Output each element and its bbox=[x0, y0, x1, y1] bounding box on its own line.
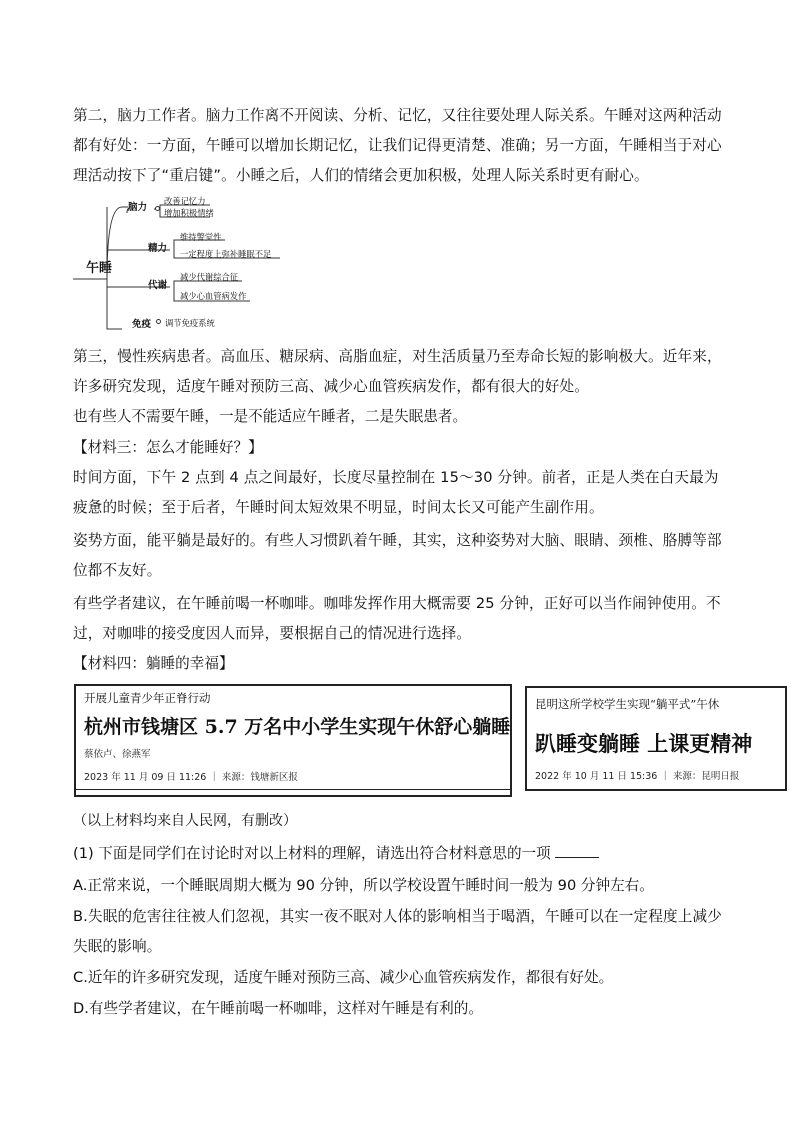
diagram-branch-metabolism: 代谢 bbox=[148, 280, 168, 291]
question-text: (1) 下面是同学们在讨论时对以上材料的理解，请选出符合材料意思的一项 bbox=[73, 845, 551, 862]
diagram-leaf: 减少心血管病发作 bbox=[180, 291, 247, 301]
material-three-heading: 【材料三：怎么才能睡好？】 bbox=[73, 439, 263, 456]
news-meta: 2023 年 11 月 09 日 11:26 ｜ 来源：钱塘新区报 bbox=[84, 772, 298, 783]
news-clipping-hangzhou bbox=[74, 684, 512, 797]
news-meta: 2022 年 10 月 11 日 15:36 ｜ 来源：昆明日报 bbox=[535, 771, 740, 782]
bullet-icon bbox=[156, 319, 161, 324]
news-kicker: 开展儿童青少年正脊行动 bbox=[84, 691, 211, 705]
news-headline: 杭州市钱塘区 5.7 万名中小学生实现午休舒心躺睡 bbox=[84, 716, 511, 738]
bullet-icon bbox=[155, 206, 160, 211]
option-c[interactable]: C.近年的许多研究发现，适度午睡对预防三高、减少心血管疾病发作，都很有好处。 bbox=[73, 969, 614, 986]
diagram-branch-immunity: 免疫 bbox=[132, 319, 152, 330]
news-clipping-kunming bbox=[525, 686, 787, 791]
paragraph-coffee: 有些学者建议，在午睡前喝一杯咖啡。咖啡发挥作用大概需要 25 分钟，正好可以当作闹钟使用。不过，对咖啡的接受度因人而异，要根据自己的情况进行选择。 bbox=[73, 595, 721, 642]
paragraph-chronic-patients: 第三，慢性疾病患者。高血压、糖尿病、高脂血症，对生活质量乃至寿命长短的影响极大。近年来，许多研究发现，适度午睡对预防三高、减少心血管疾病发作，都有很大的好处。 bbox=[73, 348, 722, 395]
diagram-leaf: 改善记忆力 bbox=[164, 196, 206, 206]
paragraph-not-needed: 也有些人不需要午睡，一是不能适应午睡者，二是失眠患者。 bbox=[73, 408, 468, 425]
nap-benefits-diagram bbox=[70, 195, 290, 335]
news-kicker: 昆明这所学校学生实现“躺平式”午休 bbox=[535, 697, 720, 711]
option-b[interactable]: B.失眠的危害往往被人们忽视，其实一夜不眠对人体的影响相当于喝酒，午睡可以在一定程度上减少失眠的影响。 bbox=[73, 908, 722, 955]
diagram-leaf: 一定程度上弥补睡眠不足 bbox=[180, 249, 272, 259]
divider bbox=[76, 789, 510, 790]
option-a[interactable]: A.正常来说，一个睡眠周期大概为 90 分钟，所以学校设置午睡时间一般为 90 分钟左右。 bbox=[73, 877, 654, 894]
answer-blank[interactable] bbox=[555, 845, 599, 858]
diagram-leaf: 调节免疫系统 bbox=[165, 318, 215, 328]
diagram-leaf: 增加积极情绪 bbox=[164, 208, 214, 218]
option-d[interactable]: D.有些学者建议，在午睡前喝一杯咖啡，这样对午睡是有利的。 bbox=[73, 1000, 483, 1017]
source-note: （以上材料均来自人民网，有删改） bbox=[73, 813, 297, 829]
diagram-leaf: 减少代谢综合征 bbox=[180, 272, 239, 282]
paragraph-brain-workers: 第二，脑力工作者。脑力工作离不开阅读、分析、记忆，又往往要处理人际关系。午睡对这两种活动都有好处：一方面，午睡可以增加长期记忆，让我们记得更清楚、准确；另一方面，午睡相当于对心理活动按下了“重启键”。小睡之后，人们的情绪会更加积极，处理人际关系时更有耐心。 bbox=[73, 107, 722, 184]
diagram-branch-energy: 精力 bbox=[148, 243, 168, 254]
paragraph-posture: 姿势方面，能平躺是最好的。有些人习惯趴着午睡，其实，这种姿势对大脑、眼睛、颈椎、胳膊等部位都不友好。 bbox=[73, 532, 722, 579]
diagram-root: 午睡 bbox=[86, 261, 113, 276]
material-four-heading: 【材料四：躺睡的幸福】 bbox=[73, 655, 234, 672]
diagram-branch-brain: 脑力 bbox=[128, 202, 148, 213]
question-1 bbox=[73, 842, 599, 863]
paragraph-timing: 时间方面，下午 2 点到 4 点之间最好，长度尽量控制在 15～30 分钟。前者，正是人类在白天最为疲惫的时候；至于后者，午睡时间太短效果不明显，时间太长又可能产生副作用。 bbox=[73, 469, 719, 516]
diagram-leaf: 维持警觉性 bbox=[180, 232, 222, 242]
news-authors: 蔡依卢、徐燕军 bbox=[84, 749, 151, 760]
news-headline: 趴睡变躺睡 上课更精神 bbox=[535, 732, 753, 756]
